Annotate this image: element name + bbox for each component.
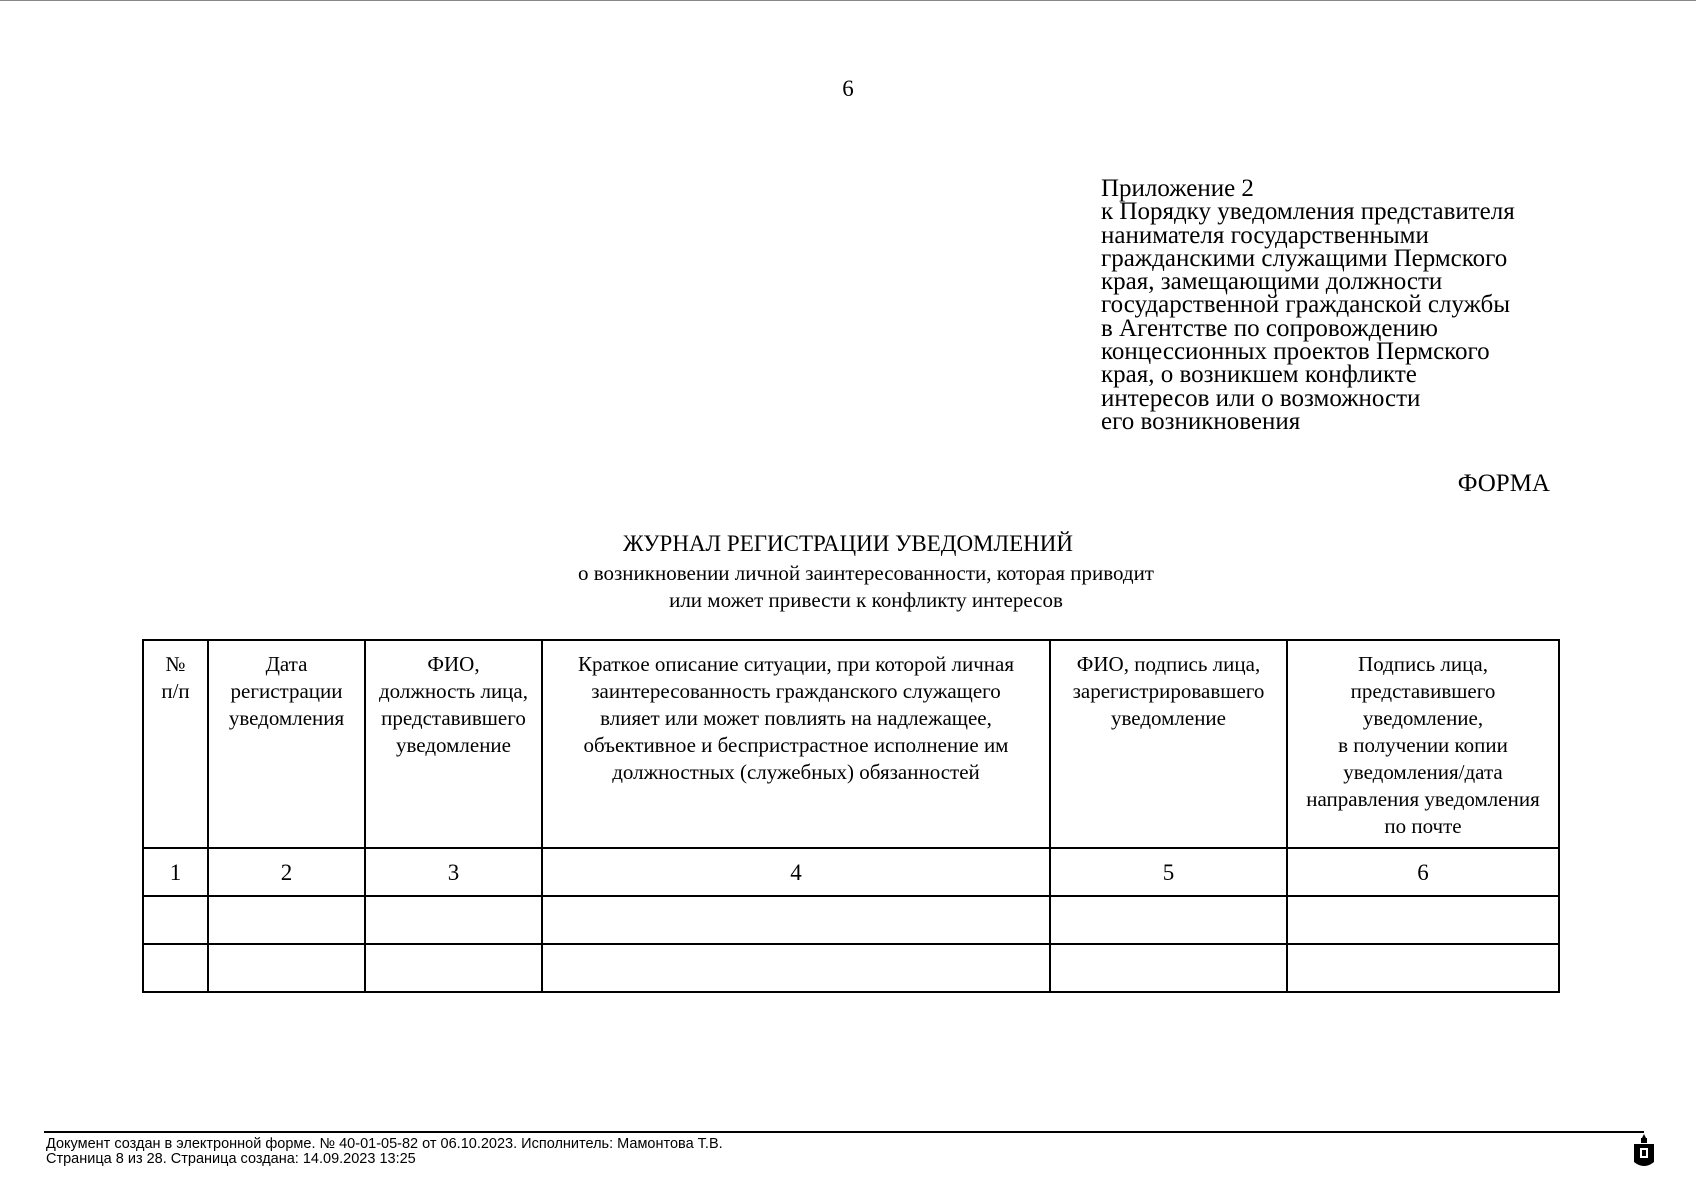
header-line: № bbox=[165, 652, 186, 676]
header-line: заинтересованность гражданского служащего bbox=[591, 679, 1001, 703]
journal-subtitle bbox=[0, 560, 1696, 614]
column-number: 1 bbox=[143, 848, 208, 896]
header-line: в получении копии bbox=[1338, 733, 1508, 757]
header-line: влияет или может повлиять на надлежащее, bbox=[600, 706, 992, 730]
journal-subtitle-line: о возникновении личной заинтересованности, которая приводит bbox=[577, 561, 1154, 585]
header-line: объективное и беспристрастное исполнение им bbox=[583, 733, 1009, 757]
header-line: зарегистрировавшего bbox=[1072, 679, 1265, 703]
header-line: направления уведомления bbox=[1306, 787, 1540, 811]
table-row bbox=[143, 944, 1559, 992]
column-number: 5 bbox=[1050, 848, 1287, 896]
header-line: уведомления/дата bbox=[1343, 760, 1503, 784]
form-label: ФОРМА bbox=[1457, 470, 1550, 497]
header-cell-date bbox=[208, 640, 365, 848]
empty-cell bbox=[365, 896, 542, 944]
column-number-row bbox=[143, 848, 1559, 896]
header-line: должностных (служебных) обязанностей bbox=[612, 760, 980, 784]
table-row bbox=[143, 896, 1559, 944]
column-number: 2 bbox=[208, 848, 365, 896]
appendix-line: края, о возникшем конфликте bbox=[1101, 361, 1417, 389]
appendix-line: гражданскими служащими Пермского bbox=[1101, 244, 1508, 272]
header-line: регистрации bbox=[230, 679, 343, 703]
journal-table bbox=[142, 639, 1560, 993]
header-cell-copy-receipt bbox=[1287, 640, 1559, 848]
empty-cell bbox=[1050, 896, 1287, 944]
header-line: представившего bbox=[1350, 679, 1496, 703]
appendix-line: интересов или о возможности bbox=[1101, 384, 1421, 412]
page-top-border bbox=[0, 0, 1696, 1]
header-cell-description bbox=[542, 640, 1050, 848]
perm-krai-emblem-icon bbox=[1632, 1134, 1656, 1170]
header-line: Дата bbox=[265, 652, 308, 676]
empty-cell bbox=[1287, 896, 1559, 944]
footer-line-page: Страница 8 из 28. Страница создана: 14.09.2023 13:25 bbox=[46, 1150, 416, 1167]
empty-cell bbox=[208, 944, 365, 992]
appendix-line: к Порядку уведомления представителя bbox=[1101, 198, 1515, 226]
empty-cell bbox=[143, 944, 208, 992]
header-cell-index bbox=[143, 640, 208, 848]
header-line: ФИО, bbox=[427, 652, 480, 676]
empty-cell bbox=[365, 944, 542, 992]
column-number: 6 bbox=[1287, 848, 1559, 896]
column-number: 3 bbox=[365, 848, 542, 896]
appendix-line: его возникновения bbox=[1101, 407, 1301, 435]
header-line: ФИО, подпись лица, bbox=[1076, 652, 1261, 676]
appendix-line: в Агентстве по сопровождению bbox=[1101, 314, 1438, 342]
journal-title: ЖУРНАЛ РЕГИСТРАЦИИ УВЕДОМЛЕНИЙ bbox=[622, 531, 1073, 556]
header-cell-registrar bbox=[1050, 640, 1287, 848]
empty-cell bbox=[542, 944, 1050, 992]
header-line: представившего bbox=[381, 706, 526, 730]
table-header-row bbox=[143, 640, 1559, 848]
footer-line-document: Документ создан в электронной форме. № 40-01-05-82 от 06.10.2023. Исполнитель: Мамонтова Т.В. bbox=[46, 1136, 723, 1152]
header-line: Краткое описание ситуации, при которой личная bbox=[577, 652, 1015, 676]
journal-subtitle-line: или может привести к конфликту интересов bbox=[669, 588, 1063, 612]
header-line: п/п bbox=[161, 679, 190, 703]
header-cell-fio-position bbox=[365, 640, 542, 848]
column-number: 4 bbox=[542, 848, 1050, 896]
header-line: уведомления bbox=[228, 706, 345, 730]
empty-cell bbox=[208, 896, 365, 944]
empty-cell bbox=[1287, 944, 1559, 992]
header-line: уведомление bbox=[1110, 706, 1226, 730]
header-line: должность лица, bbox=[378, 679, 528, 703]
header-line: по почте bbox=[1384, 814, 1462, 838]
appendix-line: нанимателя государственными bbox=[1101, 221, 1429, 249]
appendix-reference bbox=[1101, 177, 1571, 433]
appendix-line: концессионных проектов Пермского bbox=[1101, 338, 1490, 366]
appendix-line: государственной гражданской службы bbox=[1101, 291, 1511, 319]
empty-cell bbox=[542, 896, 1050, 944]
header-line: уведомление, bbox=[1362, 706, 1484, 730]
appendix-line: края, замещающими должности bbox=[1101, 268, 1443, 296]
header-line: уведомление bbox=[395, 733, 511, 757]
empty-cell bbox=[143, 896, 208, 944]
header-line: Подпись лица, bbox=[1358, 652, 1488, 676]
footer-divider bbox=[44, 1131, 1644, 1133]
page-number: 6 bbox=[842, 76, 854, 101]
appendix-line: Приложение 2 bbox=[1101, 175, 1254, 202]
document-footer bbox=[46, 1137, 723, 1166]
empty-cell bbox=[1050, 944, 1287, 992]
